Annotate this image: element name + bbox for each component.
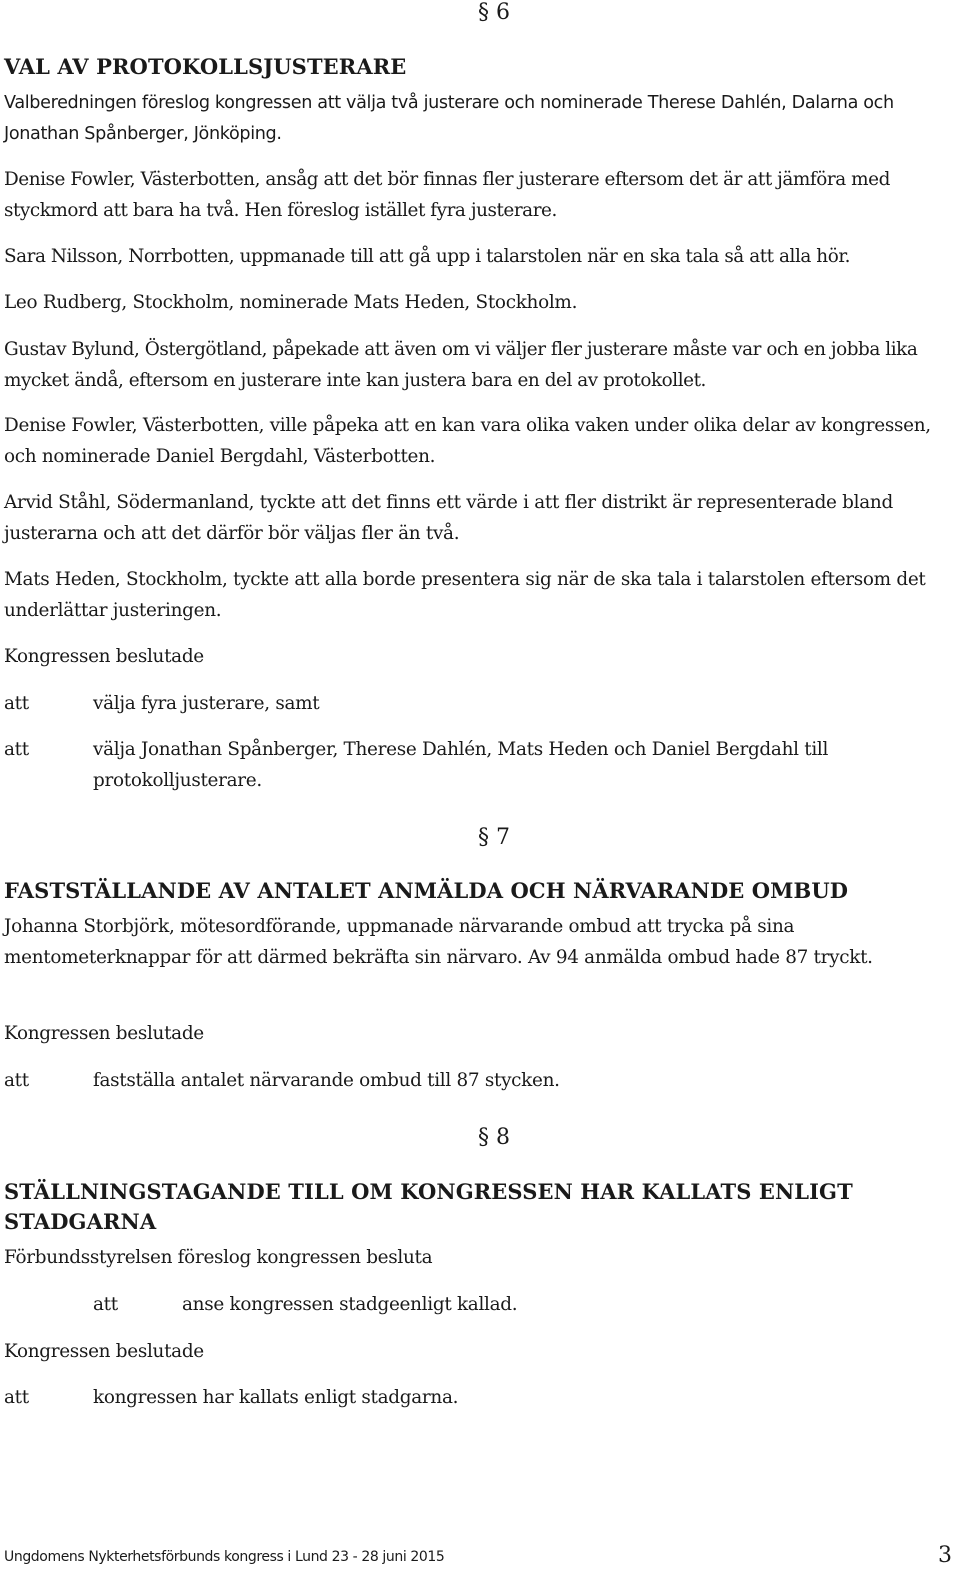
paragraph: Leo Rudberg, Stockholm, nominerade Mats Heden, Stockholm.	[4, 292, 578, 313]
footer-event: Ungdomens Nykterhetsförbunds kongress i Lund 23 - 28 juni 2015	[4, 1549, 445, 1565]
section-number: § 6	[478, 0, 510, 25]
att-label: att	[4, 1070, 29, 1091]
att-label: att	[4, 739, 29, 760]
att-label: att	[93, 1294, 118, 1315]
decision-intro: Kongressen beslutade	[4, 646, 204, 667]
att-label: att	[4, 693, 29, 714]
section-number: § 7	[478, 825, 510, 850]
paragraph: Denise Fowler, Västerbotten, ansåg att det bör finnas fler justerare eftersom det är att jämföra med styckmord att bara ha två. Hen föreslog istället fyra justerare.	[4, 169, 890, 221]
decision-text: välja Jonathan Spånberger, Therese Dahlén, Mats Heden och Daniel Bergdahl till protokolljusterare.	[93, 739, 829, 791]
att-label: att	[4, 1387, 29, 1408]
paragraph: Gustav Bylund, Östergötland, påpekade att även om vi väljer fler justerare måste var och en jobba lika mycket ändå, eftersom en justerare inte kan justera bara en del av protokollet.	[4, 339, 918, 391]
section-heading: VAL AV PROTOKOLLSJUSTERARE	[4, 54, 407, 79]
section-heading: FASTSTÄLLANDE AV ANTALET ANMÄLDA OCH NÄRVARANDE OMBUD	[4, 878, 849, 903]
proposal-text: anse kongressen stadgeenligt kallad.	[182, 1294, 518, 1315]
decision-text: fastställa antalet närvarande ombud till 87 stycken.	[93, 1070, 560, 1091]
section-number: § 8	[478, 1125, 510, 1150]
proposal-intro: Förbundsstyrelsen föreslog kongressen besluta	[4, 1247, 433, 1268]
paragraph: Johanna Storbjörk, mötesordförande, uppmanade närvarande ombud att trycka på sina mentometerknappar för att därmed bekräfta sin närvaro. Av 94 anmälda ombud hade 87 tryckt.	[4, 916, 873, 968]
paragraph: Sara Nilsson, Norrbotten, uppmanade till att gå upp i talarstolen när en ska tala så att alla hör.	[4, 246, 851, 267]
decision-intro: Kongressen beslutade	[4, 1023, 204, 1044]
decision-text: välja fyra justerare, samt	[93, 693, 320, 714]
paragraph: Mats Heden, Stockholm, tyckte att alla borde presentera sig när de ska tala i talarstolen eftersom det underlättar justeringen.	[4, 569, 926, 621]
paragraph: Arvid Ståhl, Södermanland, tyckte att det finns ett värde i att fler distrikt är representerade bland justerarna och att det därför bör väljas fler än två.	[4, 492, 893, 544]
decision-intro: Kongressen beslutade	[4, 1341, 204, 1362]
page-number: 3	[938, 1543, 952, 1568]
paragraph: Valberedningen föreslog kongressen att välja två justerare och nominerade Therese Dahlén, Dalarna och Jonathan Spånberger, Jönköping.	[4, 93, 894, 144]
section-heading: STÄLLNINGSTAGANDE TILL OM KONGRESSEN HAR KALLATS ENLIGT STADGARNA	[4, 1179, 853, 1234]
paragraph: Denise Fowler, Västerbotten, ville påpeka att en kan vara olika vaken under olika delar av kongressen, och nominerade Daniel Bergdahl, Västerbotten.	[4, 415, 931, 467]
decision-text: kongressen har kallats enligt stadgarna.	[93, 1387, 459, 1408]
